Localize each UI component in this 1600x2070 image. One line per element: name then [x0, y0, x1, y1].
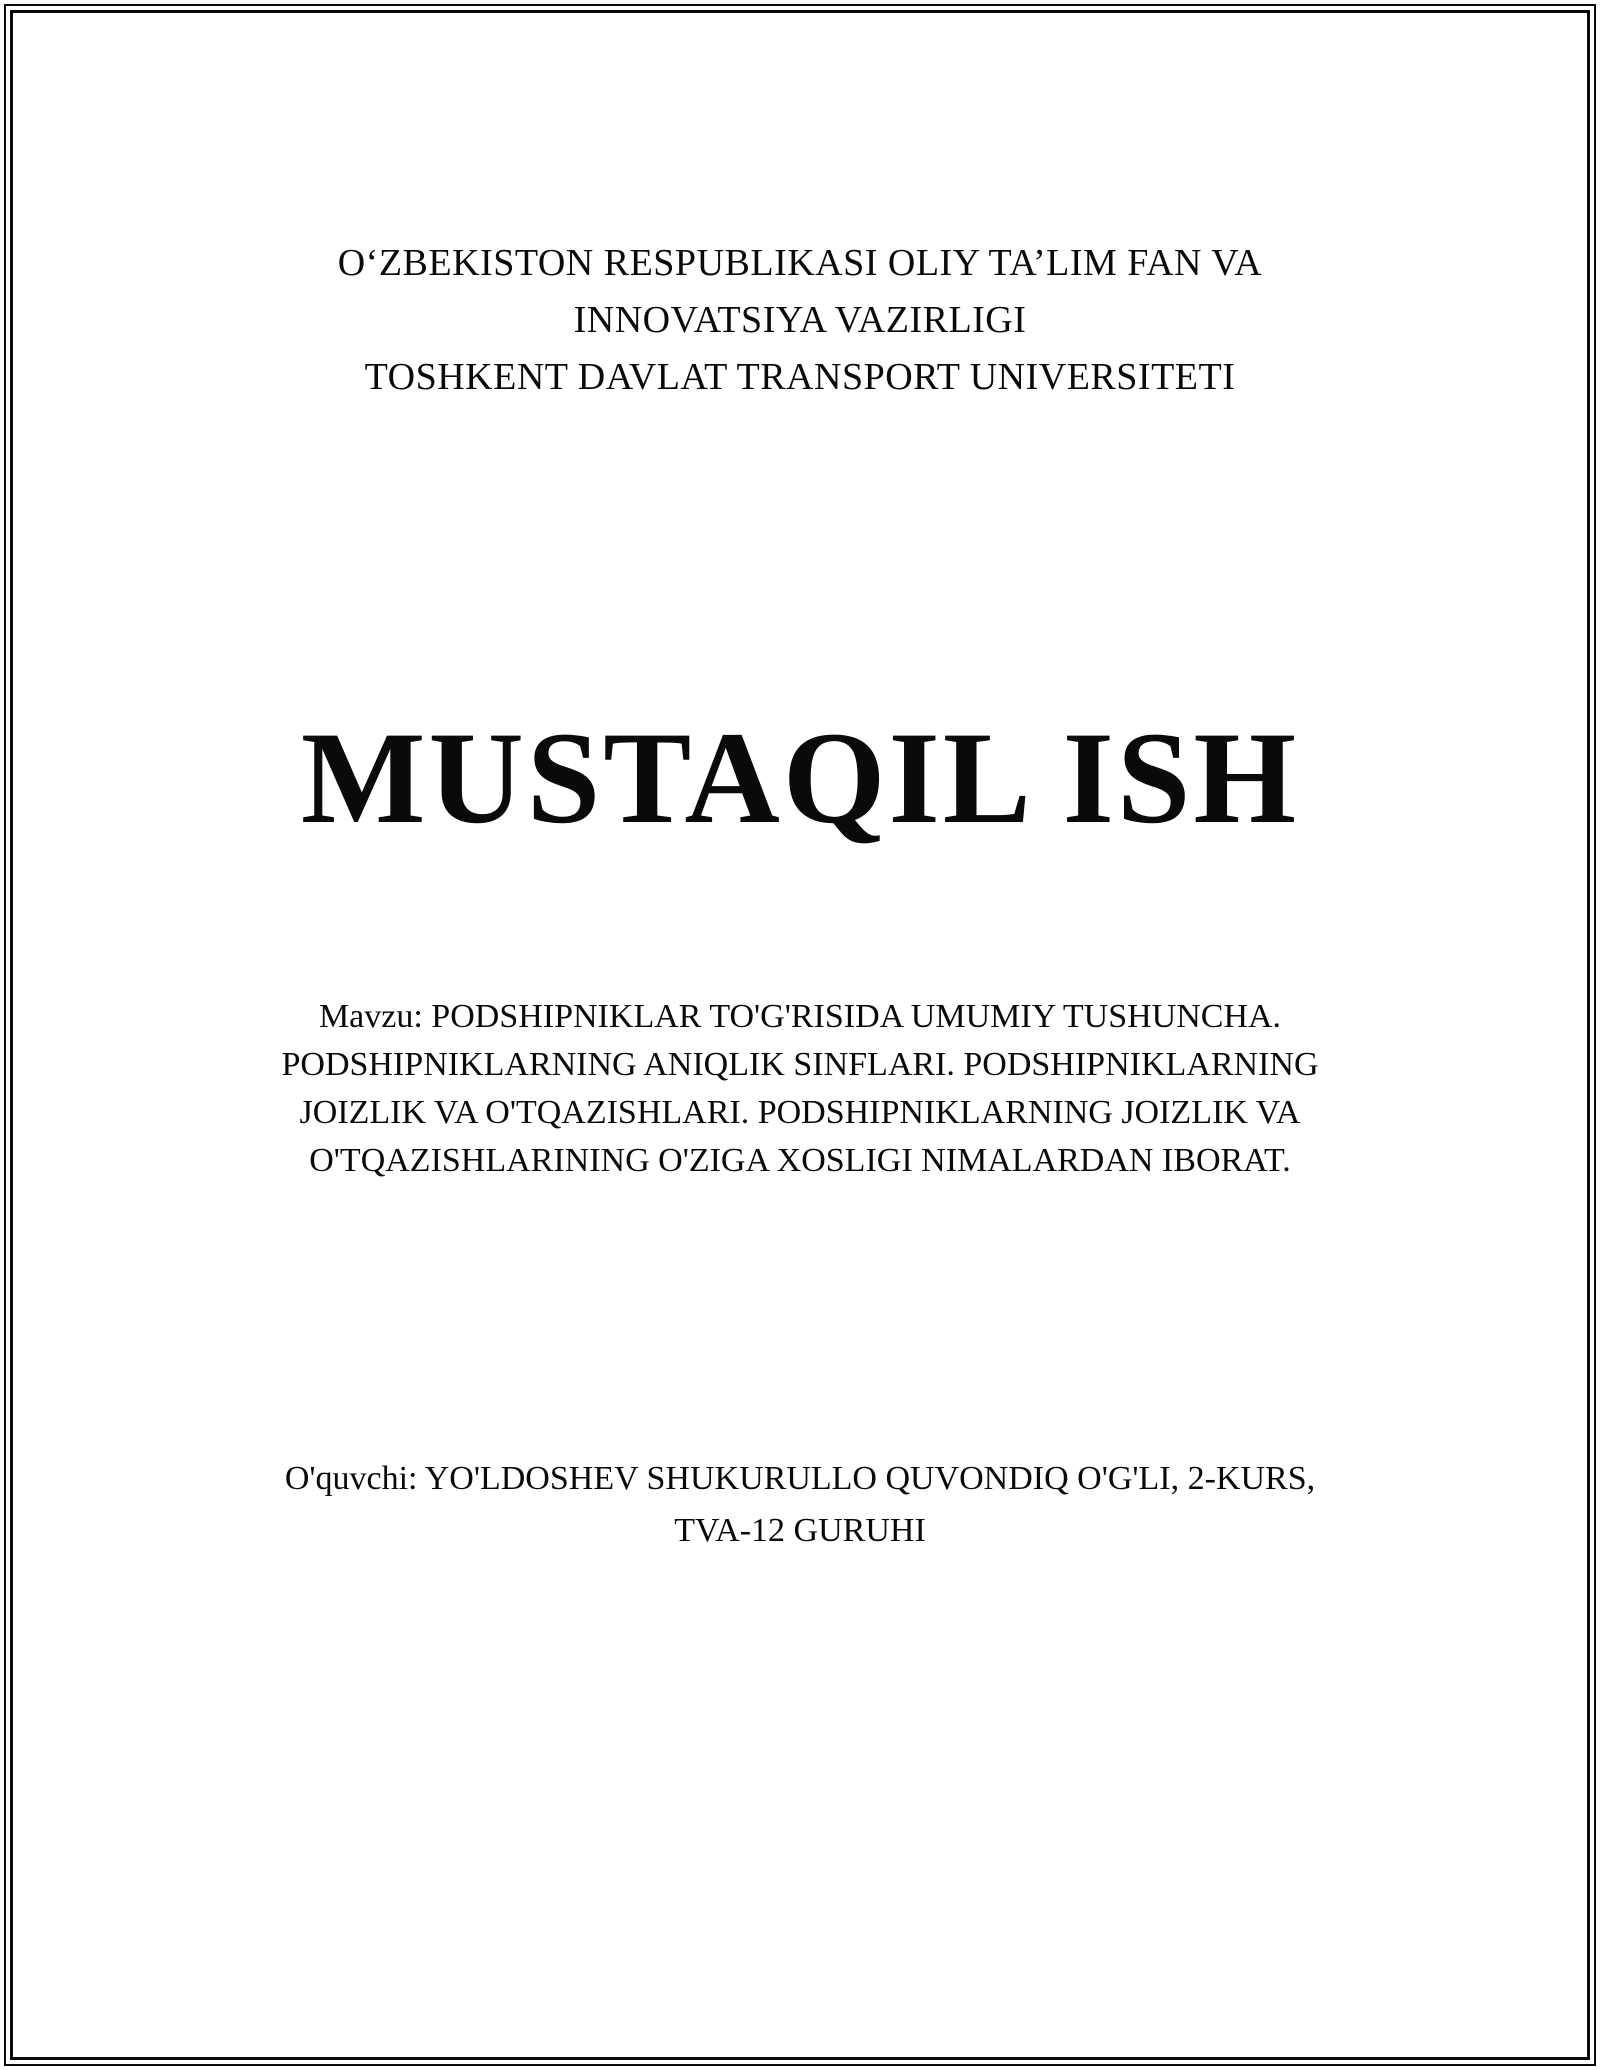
student-info — [60, 1453, 1540, 1557]
student-info-line-2: TVA-12 GURUHI — [674, 1512, 926, 1549]
ministry-header — [60, 235, 1540, 406]
topic-line-1: Mavzu: PODSHIPNIKLAR TO'G'RISIDA UMUMIY TUSHUNCHA. — [318, 998, 1282, 1035]
topic-line-3: JOIZLIK VA O'TQAZISHLARI. PODSHIPNIKLARNING JOIZLIK VA — [299, 1094, 1301, 1131]
university-name: TOSHKENT DAVLAT TRANSPORT UNIVERSITETI — [364, 356, 1236, 398]
topic-paragraph — [60, 993, 1540, 1185]
document-title — [60, 700, 1540, 855]
student-info-line-1: O'quvchi: YO'LDOSHEV SHUKURULLO QUVONDIQ O'G'LI, 2-KURS, — [284, 1460, 1316, 1497]
topic-line-2: PODSHIPNIKLARNING ANIQLIK SINFLARI. PODSHIPNIKLARNING — [281, 1046, 1319, 1083]
ministry-header-line-2: INNOVATSIYA VAZIRLIGI — [573, 299, 1027, 341]
document-title-text: MUSTAQIL ISH — [300, 704, 1300, 851]
ministry-header-line-1: O‘ZBEKISTON RESPUBLIKASI OLIY TA’LIM FAN VA — [337, 242, 1263, 284]
topic-line-4: O'TQAZISHLARINING O'ZIGA XOSLIGI NIMALARDAN IBORAT. — [309, 1142, 1291, 1179]
